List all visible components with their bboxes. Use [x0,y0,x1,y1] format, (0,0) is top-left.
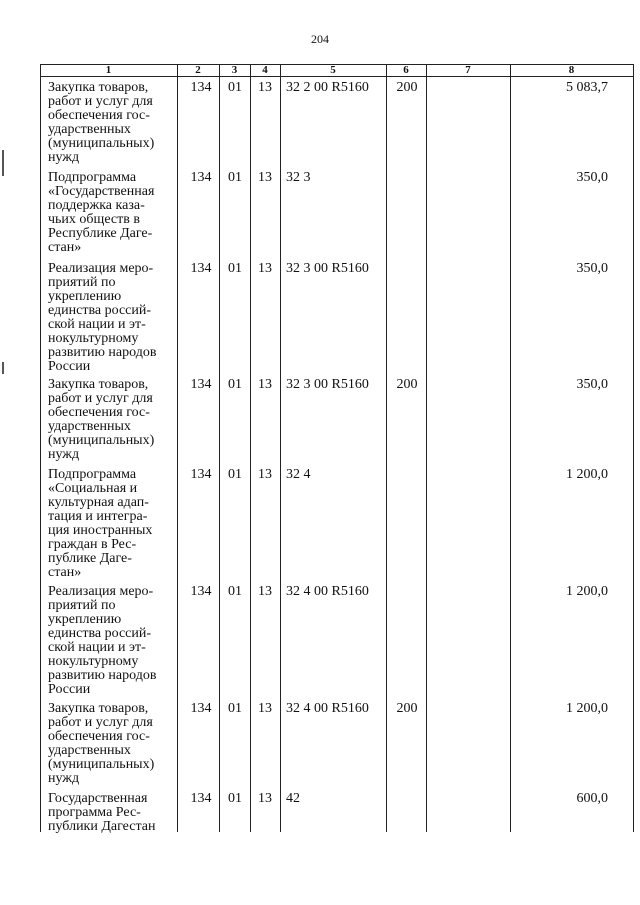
cell-col-8: 1 200,0 [566,467,608,482]
column-header-8: 8 [568,64,575,76]
cell-col-8: 5 083,7 [566,80,608,95]
cell-col-3: 01 [228,377,242,392]
cell-col-5: 32 3 [286,170,311,185]
cell-col-5: 32 4 00 R5160 [286,701,369,716]
column-header-7: 7 [465,64,471,76]
cell-col-5: 32 3 00 R5160 [286,377,369,392]
cell-col-4: 13 [258,170,272,185]
column-divider [280,64,281,832]
cell-col-8: 350,0 [576,261,608,276]
row-description: Закупка товаров, работ и услуг для обеспечения гос- ударственных (муниципальных) нужд [48,377,155,462]
cell-col-2: 134 [190,80,212,95]
row-description: Реализация меро- приятий по укреплению единства россий- ской нации и эт- нокультурному развитию народов России [48,261,157,374]
budget-table [40,64,634,832]
cell-col-6: 200 [396,377,418,392]
cell-col-5: 32 4 [286,467,311,482]
cell-col-2: 134 [190,377,212,392]
cell-col-2: 134 [190,584,212,599]
scan-margin-mark [2,150,4,176]
cell-col-3: 01 [228,467,242,482]
cell-col-2: 134 [190,701,212,716]
cell-col-4: 13 [258,584,272,599]
column-header-6: 6 [403,64,409,76]
table-border-right [633,64,634,832]
scan-margin-mark [2,362,4,374]
cell-col-8: 600,0 [576,791,608,806]
cell-col-2: 134 [190,261,212,276]
cell-col-6: 200 [396,701,418,716]
cell-col-4: 13 [258,377,272,392]
cell-col-5: 32 4 00 R5160 [286,584,369,599]
page-number: 204 [311,32,329,46]
row-description: Закупка товаров, работ и услуг для обеспечения гос- ударственных (муниципальных) нужд [48,80,155,165]
cell-col-8: 1 200,0 [566,701,608,716]
cell-col-5: 32 3 00 R5160 [286,261,369,276]
cell-col-8: 350,0 [576,170,608,185]
cell-col-2: 134 [190,791,212,806]
cell-col-6: 200 [396,80,418,95]
row-description: Государственная программа Рес- публики Дагестан [48,791,156,834]
cell-col-5: 42 [286,791,300,806]
cell-col-8: 350,0 [576,377,608,392]
cell-col-4: 13 [258,791,272,806]
column-divider [177,64,178,832]
cell-col-3: 01 [228,791,242,806]
column-header-1: 1 [105,64,112,76]
row-description: Подпрограмма «Социальная и культурная адап- тация и интегра- ция иностранных граждан в Рес- публике Даге- стан» [48,467,153,580]
header-bottom-rule [40,76,634,77]
column-header-4: 4 [262,64,268,76]
cell-col-2: 134 [190,170,212,185]
cell-col-4: 13 [258,261,272,276]
column-header-2: 2 [195,64,201,76]
cell-col-4: 13 [258,701,272,716]
cell-col-4: 13 [258,80,272,95]
cell-col-3: 01 [228,701,242,716]
column-header-5: 5 [330,64,336,76]
cell-col-5: 32 2 00 R5160 [286,80,369,95]
cell-col-2: 134 [190,467,212,482]
column-header-3: 3 [231,64,238,76]
row-description: Закупка товаров, работ и услуг для обеспечения гос- ударственных (муниципальных) нужд [48,701,155,786]
row-description: Реализация меро- приятий по укреплению единства россий- ской нации и эт- нокультурному развитию народов России [48,584,157,697]
cell-col-3: 01 [228,170,242,185]
row-description: Подпрограмма «Государственная поддержка каза- чьих обществ в Республике Даге- стан» [48,170,155,255]
table-border-left [40,64,41,832]
column-divider [426,64,427,832]
cell-col-3: 01 [228,584,242,599]
cell-col-4: 13 [258,467,272,482]
cell-col-3: 01 [228,80,242,95]
cell-col-3: 01 [228,261,242,276]
cell-col-8: 1 200,0 [566,584,608,599]
